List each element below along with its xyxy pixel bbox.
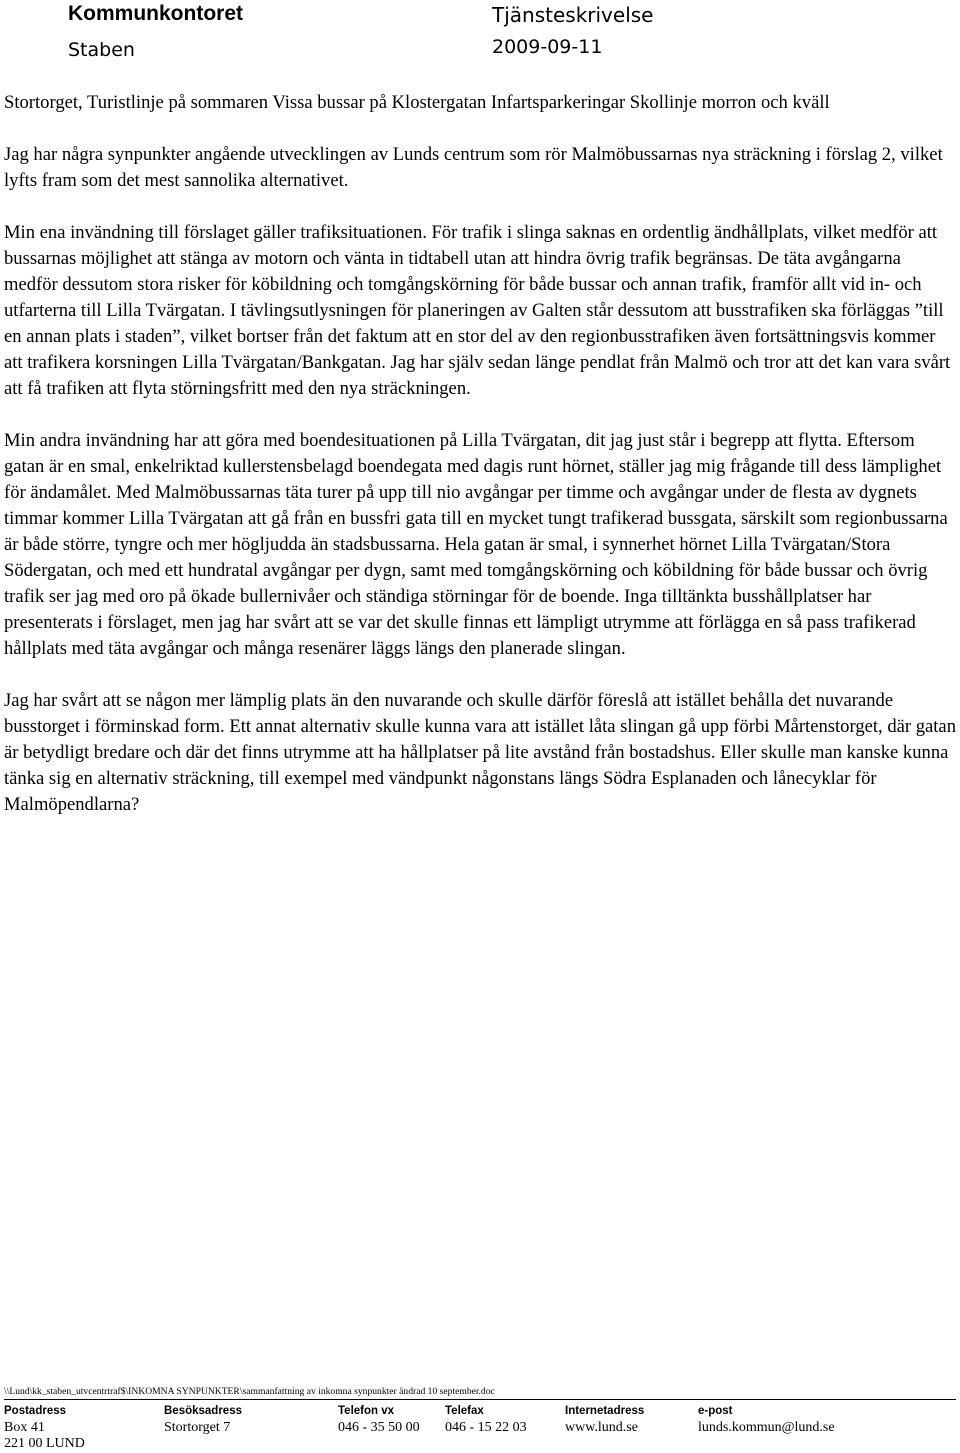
footer-col-phone: [338, 1404, 420, 1436]
footer-col-fax: [445, 1404, 527, 1436]
paragraph-residential: Min andra invändning har att göra med boendesituationen på Lilla Tvärgatan, dit jag just står i begrepp att flytta. Eftersom gatan är en smal, enkelriktad kullerstensbelagd boendegata med dagis runt hörnet, ställer jag mig frågande till dess lämplighet för ändamålet. Med Malmöbussarnas täta turer på upp till nio avgångar per timme och avgångar under de flesta av dygnets timmar kommer Lilla Tvärgatan att gå från en bussfri gata till en mycket tungt trafikerad bussgata, särskilt som regionbussarna är både större, tyngre och mer högljudda än stadsbussarna. Hela gatan är smal, i synnerhet hörnet Lilla Tvärgatan/Stora Södergatan, och med ett hundratal avgångar per dygn, samt med tomgångskörning och köbildning för både bussar och övrig trafik ser jag med oro på ökade bullernivåer och ständiga störningar för de boende. Inga tilltänkta busshållplatser har presenterats i förslaget, men jag har svårt att se var det skulle finnas ett lämpligt utrymme att förlägga en så pass trafikerad hållplats med täta avgångar och många resenärer läggs längs den planerade slingan.: [4, 430, 948, 659]
paragraph-intro: Jag har några synpunkter angående utvecklingen av Lunds centrum som rör Malmöbussarnas nya sträckning i förslag 2, vilket lyfts fram som det mest sannolika alternativet.: [4, 144, 943, 191]
footer-label: Postadress: [4, 1405, 67, 1417]
footer-col-postal-address: [4, 1404, 85, 1452]
footer-file-path: \\Lund\kk_staben_utvcentrtraf$\INKOMNA SYNPUNKTER\sammanfattning av inkomna synpunkter ändrad 10 september.doc: [4, 1386, 956, 1400]
footer-label: Telefax: [445, 1405, 484, 1417]
footer-label: Besöksadress: [164, 1405, 242, 1417]
footer-value: Box 41: [4, 1420, 45, 1435]
paragraph-traffic: Min ena invändning till förslaget gäller trafiksituationen. För trafik i slinga saknas en ordentlig ändhållplats, vilket medför att bussarnas möjlighet att stänga av motorn och vänta in tidtabell utan att hindra övrig trafik begränsas. De täta avgångarna medför dessutom stora risker för köbildning och tomgångskörning för både bussar och annan trafik, framför allt vid in- och utfarterna till Lilla Tvärgatan. I tävlingsutlysningen för planeringen av Galten står dessutom att busstrafiken ska förläggas ”till en annan plats i staden”, vilket bortser från det faktum att en stor del av den regionbusstrafiken även fortsättningsvis kommer att trafikera korsningen Lilla Tvärgatan/Bankgatan. Jag har själv sedan länge pendlat från Malmö och tror att det kan vara svårt att få trafiken att flyta störningsfritt med den nya sträckningen.: [4, 222, 951, 399]
footer-value: 046 - 15 22 03: [445, 1420, 527, 1435]
footer-col-visiting-address: [164, 1404, 242, 1436]
footer-value: 046 - 35 50 00: [338, 1420, 420, 1435]
organization-name: Kommunkontoret: [68, 2, 243, 25]
footer-value: lunds.kommun@lund.se: [698, 1420, 835, 1435]
footer-label: e-post: [698, 1405, 733, 1417]
footer-col-website: [565, 1404, 644, 1436]
footer-label: Internetadress: [565, 1405, 645, 1417]
subject-line: Stortorget, Turistlinje på sommaren Vissa bussar på Klostergatan Infartsparkeringar Skollinje morron och kväll: [4, 92, 830, 113]
paragraph-alternatives: Jag har svårt att se någon mer lämplig plats än den nuvarande och skulle därför föreslå att istället behålla det nuvarande busstorget i förminskad form. Ett annat alternativ skulle kunna vara att istället låta slingan gå upp förbi Mårtenstorget, där gatan är betydligt bredare och där det finns utrymme att ha hållplatser på lite avstånd från bostadshus. Eller skulle man kanske kunna tänka sig en alternativ sträckning, till exempel med vändpunkt någonstans längs Södra Esplanaden och lånecyklar för Malmöpendlarna?: [4, 690, 956, 815]
footer-value: Stortorget 7: [164, 1420, 231, 1435]
document-date: 2009-09-11: [492, 36, 603, 58]
footer-value: www.lund.se: [565, 1420, 638, 1435]
letter-body: [4, 90, 956, 844]
department-name: Staben: [68, 39, 135, 61]
footer-col-email: [698, 1404, 835, 1436]
footer-label: Telefon vx: [338, 1405, 395, 1417]
document-type: Tjänsteskrivelse: [492, 3, 654, 27]
footer-value: 221 00 LUND: [4, 1436, 85, 1451]
